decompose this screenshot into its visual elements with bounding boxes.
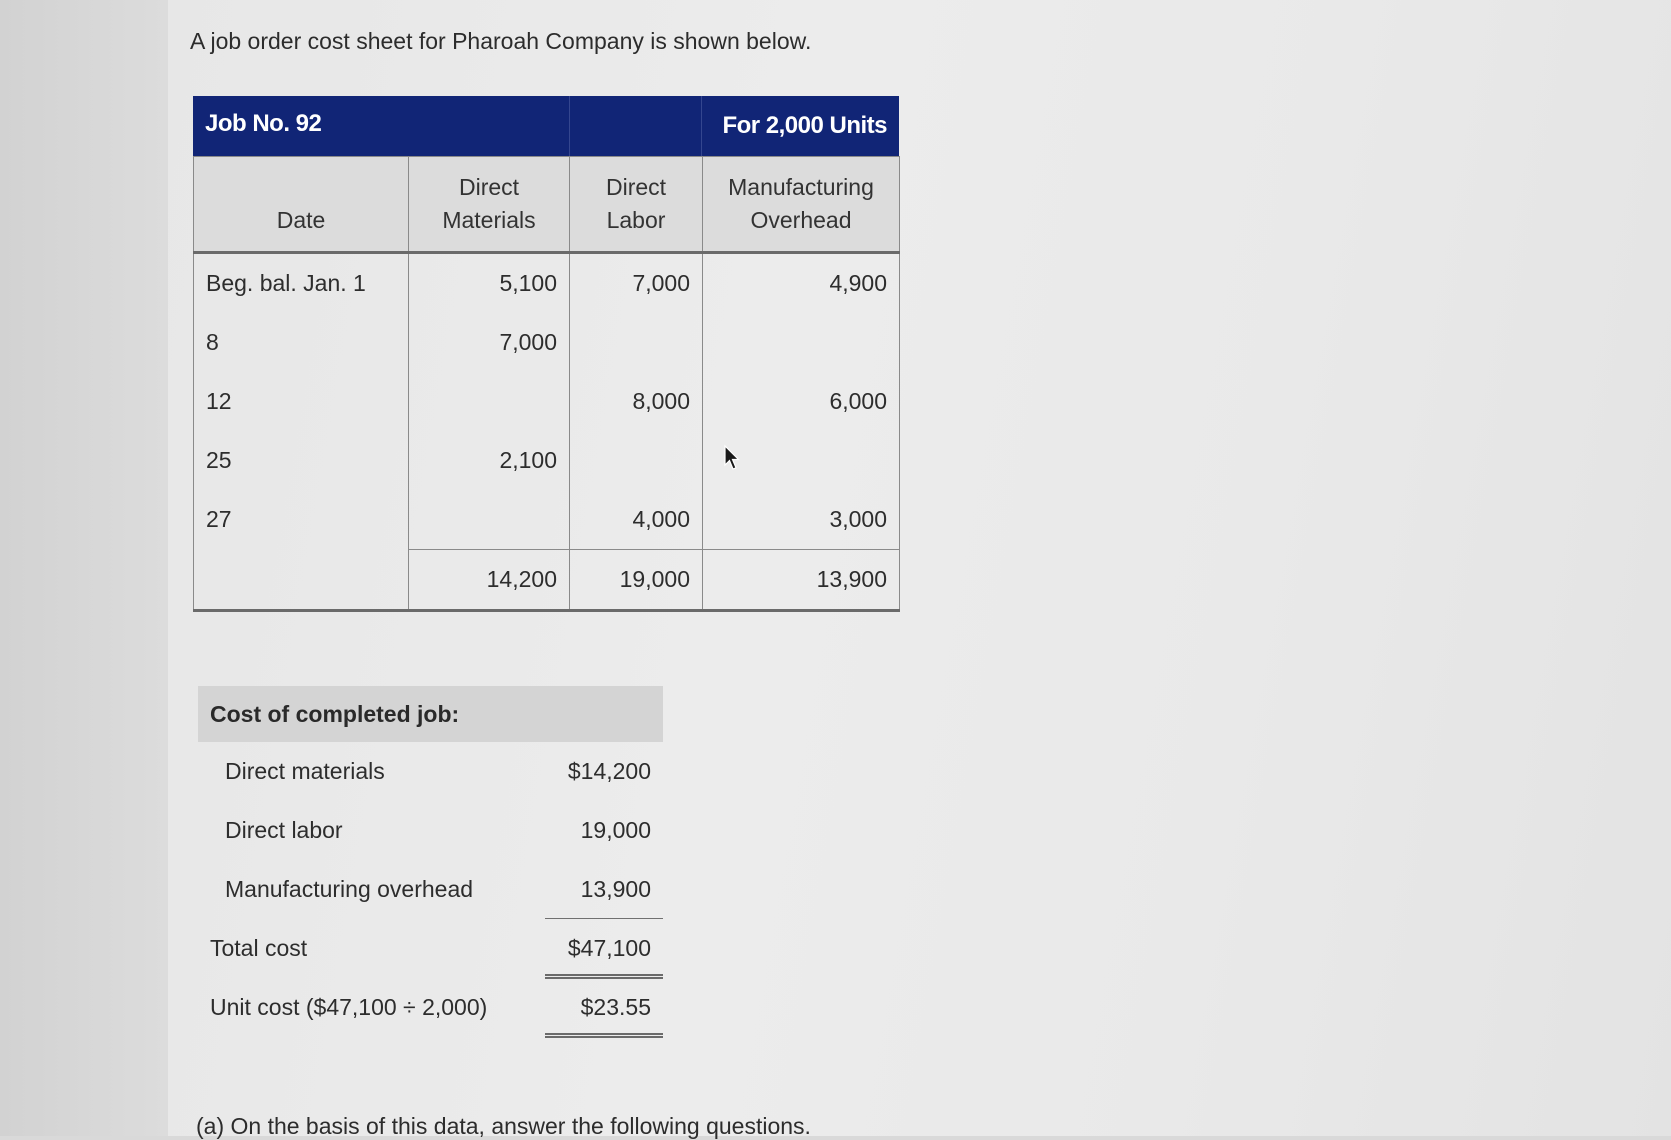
- row-direct-labor: [570, 431, 703, 490]
- summary-value: $23.55: [580, 994, 651, 1020]
- totals-date-blank: [194, 550, 409, 611]
- summary-value: 19,000: [580, 817, 651, 843]
- job-order-cost-sheet: [193, 96, 899, 612]
- summary-title: Cost of completed job:: [198, 686, 663, 742]
- column-header-row: [194, 157, 900, 253]
- summary-label: Direct materials: [225, 758, 385, 784]
- row-date: 27: [194, 490, 409, 550]
- row-date: 12: [194, 372, 409, 431]
- total-direct-materials: 14,200: [409, 550, 570, 611]
- summary-row-total-cost: [198, 919, 663, 978]
- col-header-direct-materials: Direct Materials: [409, 157, 570, 253]
- row-date: 8: [194, 313, 409, 372]
- row-date: 25: [194, 431, 409, 490]
- mouse-pointer-icon: [723, 444, 741, 472]
- cost-sheet-header: [193, 96, 899, 156]
- summary-label: Manufacturing overhead: [225, 876, 474, 902]
- summary-label: Unit cost ($47,100 ÷ 2,000): [210, 994, 488, 1020]
- row-manufacturing-overhead: [703, 313, 900, 372]
- intro-text: A job order cost sheet for Pharoah Company is shown below.: [190, 28, 812, 54]
- unit-cost-double-rule: [545, 1033, 663, 1038]
- summary-label: Direct labor: [225, 817, 343, 843]
- summary-value: 13,900: [580, 876, 651, 902]
- row-direct-materials: 5,100: [409, 253, 570, 314]
- cost-table: [193, 156, 900, 612]
- row-date: Beg. bal. Jan. 1: [194, 253, 409, 314]
- table-row: [194, 253, 900, 314]
- row-direct-materials: 7,000: [409, 313, 570, 372]
- job-number: Job No. 92: [205, 110, 322, 137]
- row-manufacturing-overhead: 6,000: [703, 372, 900, 431]
- summary-value: $14,200: [567, 758, 651, 784]
- row-manufacturing-overhead: 4,900: [703, 253, 900, 314]
- table-row: [194, 372, 900, 431]
- header-divider: [701, 96, 702, 156]
- table-row: [194, 431, 900, 490]
- cost-of-completed-job: [198, 686, 663, 1037]
- summary-row-direct-labor: [198, 801, 663, 860]
- units-label: For 2,000 Units: [722, 112, 887, 139]
- row-direct-labor: 7,000: [570, 253, 703, 314]
- summary-value: $47,100: [567, 935, 651, 961]
- left-margin: [0, 0, 168, 1136]
- header-divider: [569, 96, 570, 156]
- row-direct-labor: 8,000: [570, 372, 703, 431]
- row-direct-materials: [409, 490, 570, 550]
- row-manufacturing-overhead: 3,000: [703, 490, 900, 550]
- table-row: [194, 490, 900, 550]
- question-prompt: (a) On the basis of this data, answer the following questions.: [196, 1113, 811, 1139]
- col-header-direct-labor: Direct Labor: [570, 157, 703, 253]
- total-direct-labor: 19,000: [570, 550, 703, 611]
- row-direct-labor: 4,000: [570, 490, 703, 550]
- totals-row: [194, 550, 900, 611]
- col-header-manufacturing-overhead: Manufacturing Overhead: [703, 157, 900, 253]
- summary-label: Total cost: [210, 935, 308, 961]
- summary-row-unit-cost: [198, 978, 663, 1037]
- col-header-date: Date: [194, 157, 409, 253]
- summary-row-overhead: [198, 860, 663, 919]
- row-direct-materials: [409, 372, 570, 431]
- row-direct-materials: 2,100: [409, 431, 570, 490]
- row-direct-labor: [570, 313, 703, 372]
- table-row: [194, 313, 900, 372]
- summary-row-direct-materials: [198, 742, 663, 801]
- total-manufacturing-overhead: 13,900: [703, 550, 900, 611]
